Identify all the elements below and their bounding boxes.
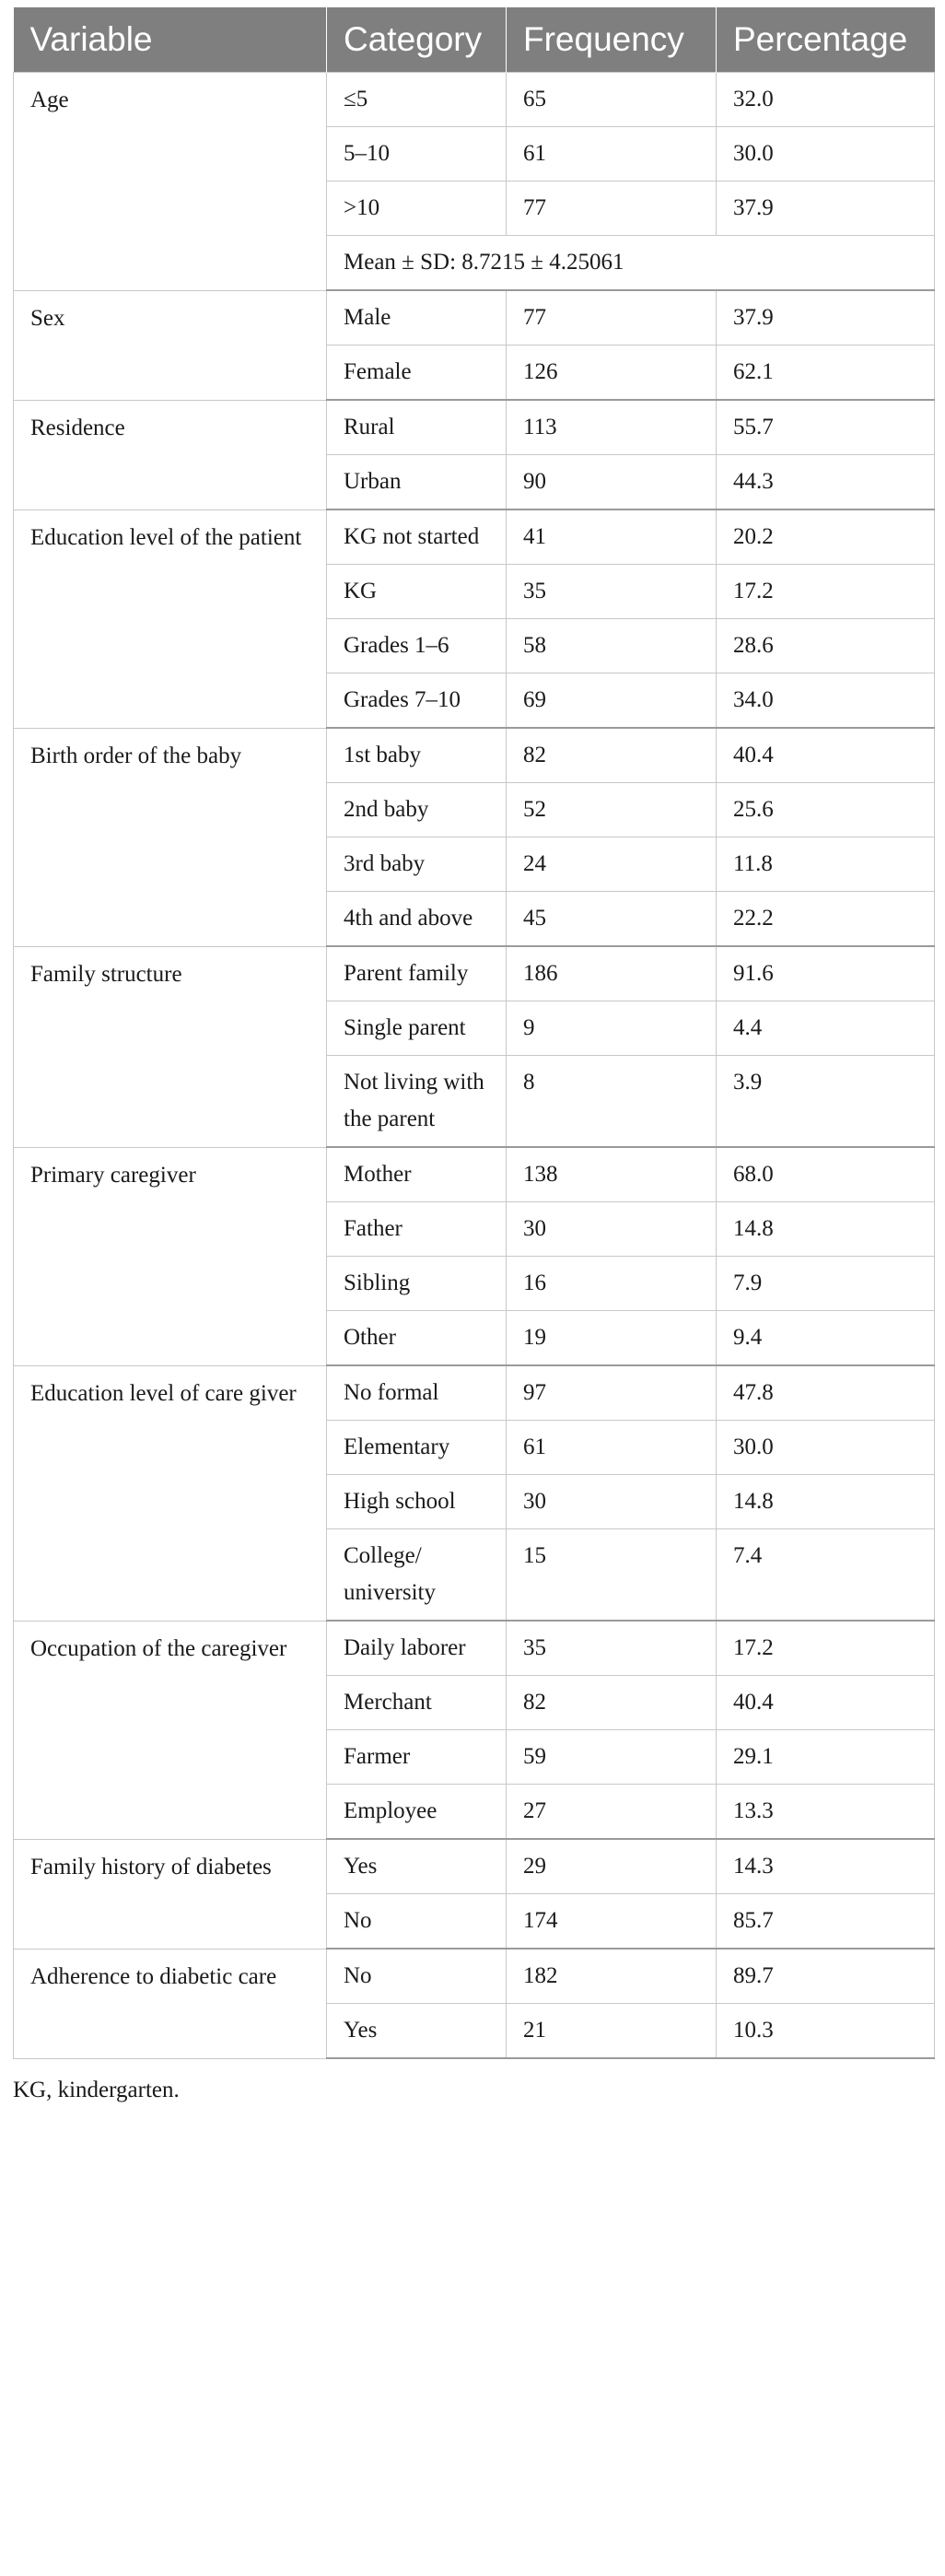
- percentage-cell: 32.0: [717, 73, 935, 127]
- category-cell: Male: [327, 290, 507, 345]
- frequency-cell: 61: [507, 127, 717, 181]
- table-container: [13, 7, 934, 2103]
- category-cell: Rural: [327, 400, 507, 455]
- category-cell: College/ university: [327, 1529, 507, 1622]
- frequency-cell: 90: [507, 455, 717, 510]
- category-cell: High school: [327, 1475, 507, 1529]
- percentage-cell: 89.7: [717, 1949, 935, 2004]
- category-cell: Mother: [327, 1147, 507, 1202]
- frequency-cell: 41: [507, 509, 717, 565]
- percentage-cell: 40.4: [717, 1676, 935, 1730]
- frequency-cell: 59: [507, 1730, 717, 1785]
- header-percentage: Percentage: [717, 7, 935, 73]
- frequency-cell: 97: [507, 1365, 717, 1421]
- percentage-cell: 29.1: [717, 1730, 935, 1785]
- percentage-cell: 11.8: [717, 837, 935, 892]
- table-header: [14, 7, 935, 73]
- category-cell: Single parent: [327, 1001, 507, 1056]
- frequency-cell: 77: [507, 181, 717, 236]
- frequency-cell: 61: [507, 1421, 717, 1475]
- percentage-cell: 9.4: [717, 1311, 935, 1366]
- frequency-cell: 30: [507, 1202, 717, 1257]
- category-cell: Employee: [327, 1785, 507, 1840]
- category-cell: KG not started: [327, 509, 507, 565]
- frequency-cell: 126: [507, 345, 717, 401]
- frequency-cell: 24: [507, 837, 717, 892]
- category-cell: Merchant: [327, 1676, 507, 1730]
- table-footnote: KG, kindergarten.: [13, 2078, 180, 2102]
- frequency-cell: 82: [507, 1676, 717, 1730]
- frequency-cell: 27: [507, 1785, 717, 1840]
- percentage-cell: 40.4: [717, 728, 935, 783]
- table-row: [14, 509, 935, 565]
- frequency-cell: 35: [507, 565, 717, 619]
- table-row: [14, 728, 935, 783]
- category-cell: Daily laborer: [327, 1621, 507, 1676]
- percentage-cell: 20.2: [717, 509, 935, 565]
- percentage-cell: 44.3: [717, 455, 935, 510]
- percentage-cell: 25.6: [717, 783, 935, 837]
- percentage-cell: 14.8: [717, 1475, 935, 1529]
- category-cell: Grades 7–10: [327, 673, 507, 729]
- frequency-cell: 16: [507, 1257, 717, 1311]
- category-cell: >10: [327, 181, 507, 236]
- frequency-cell: 82: [507, 728, 717, 783]
- percentage-cell: 17.2: [717, 565, 935, 619]
- frequency-cell: 113: [507, 400, 717, 455]
- table-row: [14, 73, 935, 127]
- category-cell: No: [327, 1894, 507, 1950]
- category-cell: Parent family: [327, 946, 507, 1001]
- variable-cell: Family structure: [14, 946, 327, 1147]
- table-row: [14, 1839, 935, 1894]
- frequency-cell: 9: [507, 1001, 717, 1056]
- category-cell: Elementary: [327, 1421, 507, 1475]
- category-cell: 5–10: [327, 127, 507, 181]
- header-category: Category: [327, 7, 507, 73]
- header-frequency: Frequency: [507, 7, 717, 73]
- table-row: [14, 1621, 935, 1676]
- frequency-cell: 138: [507, 1147, 717, 1202]
- category-cell: Female: [327, 345, 507, 401]
- category-cell: 4th and above: [327, 892, 507, 947]
- variable-cell: Education level of the patient: [14, 509, 327, 728]
- category-cell: Farmer: [327, 1730, 507, 1785]
- table-row: [14, 1949, 935, 2004]
- percentage-cell: 37.9: [717, 181, 935, 236]
- percentage-cell: 7.4: [717, 1529, 935, 1622]
- category-cell: No formal: [327, 1365, 507, 1421]
- table-row: [14, 946, 935, 1001]
- percentage-cell: 30.0: [717, 1421, 935, 1475]
- percentage-cell: 28.6: [717, 619, 935, 673]
- header-row: [14, 7, 935, 73]
- table-row: [14, 290, 935, 345]
- variable-cell: Occupation of the caregiver: [14, 1621, 327, 1839]
- header-variable: Variable: [14, 7, 327, 73]
- frequency-cell: 45: [507, 892, 717, 947]
- percentage-cell: 4.4: [717, 1001, 935, 1056]
- table-row: [14, 400, 935, 455]
- variable-cell: Education level of care giver: [14, 1365, 327, 1621]
- percentage-cell: 91.6: [717, 946, 935, 1001]
- frequency-cell: 182: [507, 1949, 717, 2004]
- frequency-cell: 174: [507, 1894, 717, 1950]
- percentage-cell: 37.9: [717, 290, 935, 345]
- percentage-cell: 85.7: [717, 1894, 935, 1950]
- summary-cell: Mean ± SD: 8.7215 ± 4.25061: [327, 236, 935, 291]
- variable-cell: Sex: [14, 290, 327, 400]
- variable-cell: Age: [14, 73, 327, 291]
- variable-cell: Adherence to diabetic care: [14, 1949, 327, 2058]
- frequency-cell: 8: [507, 1056, 717, 1148]
- frequency-cell: 21: [507, 2004, 717, 2059]
- percentage-cell: 34.0: [717, 673, 935, 729]
- percentage-cell: 7.9: [717, 1257, 935, 1311]
- frequency-cell: 77: [507, 290, 717, 345]
- category-cell: Sibling: [327, 1257, 507, 1311]
- frequency-cell: 69: [507, 673, 717, 729]
- category-cell: Yes: [327, 2004, 507, 2059]
- category-cell: 2nd baby: [327, 783, 507, 837]
- variable-cell: Birth order of the baby: [14, 728, 327, 946]
- percentage-cell: 22.2: [717, 892, 935, 947]
- percentage-cell: 68.0: [717, 1147, 935, 1202]
- frequency-cell: 58: [507, 619, 717, 673]
- frequency-cell: 35: [507, 1621, 717, 1676]
- category-cell: Not living with the parent: [327, 1056, 507, 1148]
- percentage-cell: 13.3: [717, 1785, 935, 1840]
- frequency-cell: 15: [507, 1529, 717, 1622]
- percentage-cell: 47.8: [717, 1365, 935, 1421]
- frequency-cell: 186: [507, 946, 717, 1001]
- percentage-cell: 55.7: [717, 400, 935, 455]
- category-cell: 3rd baby: [327, 837, 507, 892]
- category-cell: ≤5: [327, 73, 507, 127]
- category-cell: Father: [327, 1202, 507, 1257]
- percentage-cell: 3.9: [717, 1056, 935, 1148]
- frequency-cell: 29: [507, 1839, 717, 1894]
- category-cell: No: [327, 1949, 507, 2004]
- percentage-cell: 30.0: [717, 127, 935, 181]
- variable-cell: Residence: [14, 400, 327, 509]
- percentage-cell: 17.2: [717, 1621, 935, 1676]
- percentage-cell: 14.3: [717, 1839, 935, 1894]
- category-cell: KG: [327, 565, 507, 619]
- table-row: [14, 1365, 935, 1421]
- table-row: [14, 1147, 935, 1202]
- category-cell: Other: [327, 1311, 507, 1366]
- category-cell: Yes: [327, 1839, 507, 1894]
- variable-cell: Primary caregiver: [14, 1147, 327, 1365]
- frequency-cell: 19: [507, 1311, 717, 1366]
- frequency-cell: 52: [507, 783, 717, 837]
- variable-cell: Family history of diabetes: [14, 1839, 327, 1949]
- category-cell: 1st baby: [327, 728, 507, 783]
- frequency-cell: 30: [507, 1475, 717, 1529]
- table-body: [14, 73, 935, 2059]
- percentage-cell: 10.3: [717, 2004, 935, 2059]
- percentage-cell: 62.1: [717, 345, 935, 401]
- percentage-cell: 14.8: [717, 1202, 935, 1257]
- category-cell: Urban: [327, 455, 507, 510]
- demographics-table: [13, 7, 935, 2059]
- frequency-cell: 65: [507, 73, 717, 127]
- category-cell: Grades 1–6: [327, 619, 507, 673]
